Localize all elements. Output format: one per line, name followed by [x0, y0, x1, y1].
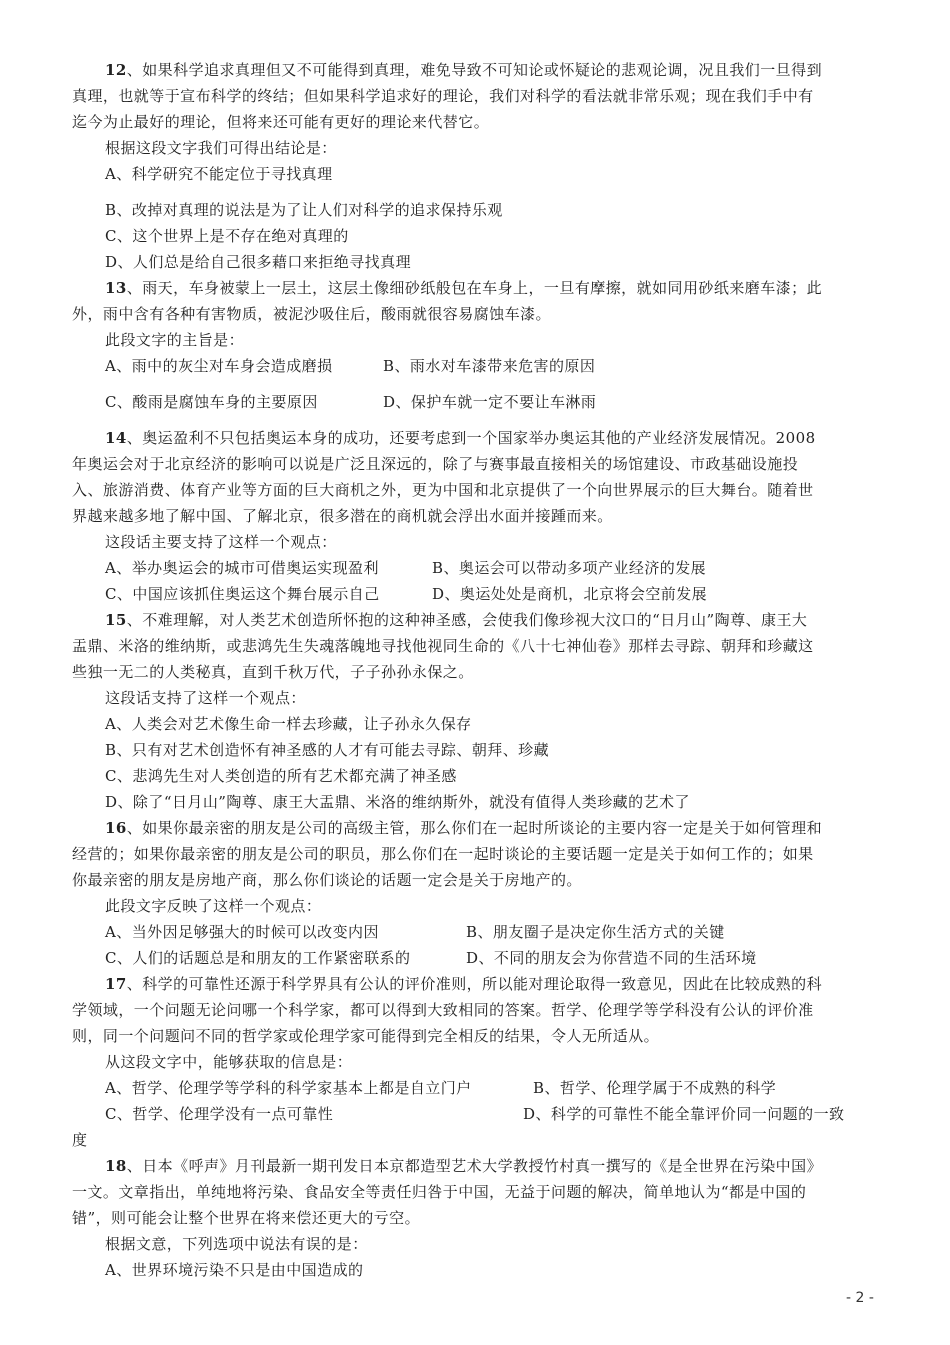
q12-line-3: 迄今为止最好的理论，但将来还可能有更好的理论来代替它。: [72, 113, 490, 131]
q17-line-3: 则，同一个问题问不同的哲学家或伦理学家可能得到完全相反的结果，令人无所适从。: [72, 1027, 660, 1045]
q12-line-2: 真理，也就等于宣布科学的终结；但如果科学追求好的理论，我们对科学的看法就非常乐观；现在我们手中有: [72, 87, 814, 105]
q12-number: 12: [105, 61, 127, 79]
q18-line-1: 18、日本《呼声》月刊最新一期刊发日本京都造型艺术大学教授竹村真一撰写的《是全世界在污染中国》: [105, 1157, 823, 1175]
q12-line-1: 12、如果科学追求真理但又不可能得到真理，难免导致不可知论或怀疑论的悲观论调，况且我们一旦得到: [105, 61, 823, 79]
q15-option-c: C、悲鸿先生对人类创造的所有艺术都充满了神圣感: [105, 767, 457, 785]
q17-option-d-wrap: 度: [72, 1131, 88, 1149]
q13-prompt: 此段文字的主旨是：: [105, 331, 245, 349]
q14-line-4: 界越来越多地了解中国、了解北京，很多潜在的商机就会浮出水面并接踵而来。: [72, 507, 613, 525]
q16-line-3: 你最亲密的朋友是房地产商，那么你们谈论的话题一定会是关于房地产的。: [72, 871, 582, 889]
page-number: - 2 -: [846, 1290, 874, 1306]
q13-line-2: 外，雨中含有各种有害物质，被泥沙吸住后，酸雨就很容易腐蚀车漆。: [72, 305, 551, 323]
q18-number: 18: [105, 1157, 127, 1175]
q17-option-d: D、科学的可靠性不能全靠评价同一问题的一致: [523, 1105, 845, 1123]
q16-option-a: A、当外因足够强大的时候可以改变内因: [105, 923, 379, 941]
q14-line-2: 年奥运会对于北京经济的影响可以说是广泛且深远的，除了与赛事最直接相关的场馆建设、市政基础设施投: [72, 455, 799, 473]
q17-number: 17: [105, 975, 127, 993]
q18-line-2: 一文。文章指出，单纯地将污染、食品安全等责任归咎于中国，无益于问题的解决，简单地认为“都是中国的: [72, 1183, 807, 1201]
q12-option-c: C、这个世界上是不存在绝对真理的: [105, 227, 349, 245]
q16-option-c: C、人们的话题总是和朋友的工作紧密联系的: [105, 949, 411, 967]
q12-option-b: B、改掉对真理的说法是为了让人们对科学的追求保持乐观: [105, 201, 503, 219]
q17-line-1: 17、科学的可靠性还源于科学界具有公认的评价准则，所以能对理论取得一致意见，因此在比较成熟的科: [105, 975, 823, 993]
q17-prompt: 从这段文字中，能够获取的信息是：: [105, 1053, 353, 1071]
q14-line-1: 14、奥运盈利不只包括奥运本身的成功，还要考虑到一个国家举办奥运其他的产业经济发展情况。2008: [105, 429, 816, 447]
q13-number: 13: [105, 279, 127, 297]
q18-line-3: 错”，则可能会让整个世界在将来偿还更大的亏空。: [72, 1209, 421, 1227]
q14-option-b: B、奥运会可以带动多项产业经济的发展: [432, 559, 707, 577]
q14-option-a: A、举办奥运会的城市可借奥运实现盈利: [105, 559, 379, 577]
q16-prompt: 此段文字反映了这样一个观点：: [105, 897, 322, 915]
q13-line-1: 13、雨天，车身被蒙上一层土，这层土像细砂纸般包在车身上，一旦有摩擦，就如同用砂纸来磨车漆；此: [105, 279, 823, 297]
q12-prompt: 根据这段文字我们可得出结论是：: [105, 139, 337, 157]
q14-option-d: D、奥运处处是商机，北京将会空前发展: [432, 585, 708, 603]
q14-number: 14: [105, 429, 127, 447]
q17-line-2: 学领域，一个问题无论问哪一个科学家，都可以得到大致相同的答案。哲学、伦理学等学科没有公认的评价准: [72, 1001, 814, 1019]
q13-option-c: C、酸雨是腐蚀车身的主要原因: [105, 393, 318, 411]
q13-option-d: D、保护车就一定不要让车淋雨: [383, 393, 597, 411]
q15-line-3: 些独一无二的人类秘真，直到千秋万代，子子孙孙永保之。: [72, 663, 474, 681]
q16-line-2: 经营的；如果你最亲密的朋友是公司的职员，那么你们在一起时谈论的主要话题一定是关于如何工作的；如果: [72, 845, 814, 863]
q15-option-d: D、除了“日月山”陶尊、康王大盂鼎、米洛的维纳斯外，就没有值得人类珍藏的艺术了: [105, 793, 690, 811]
q15-option-b: B、只有对艺术创造怀有神圣感的人才有可能去寻踪、朝拜、珍藏: [105, 741, 550, 759]
q14-line-3: 入、旅游消费、体育产业等方面的巨大商机之外，更为中国和北京提供了一个向世界展示的巨大舞台。随着世: [72, 481, 814, 499]
q16-line-1: 16、如果你最亲密的朋友是公司的高级主管，那么你们在一起时所谈论的主要内容一定是关于如何管理和: [105, 819, 823, 837]
q14-prompt: 这段话主要支持了这样一个观点：: [105, 533, 337, 551]
q15-option-a: A、人类会对艺术像生命一样去珍藏，让子孙永久保存: [105, 715, 472, 733]
q15-number: 15: [105, 611, 127, 629]
q16-option-b: B、朋友圈子是决定你生活方式的关键: [466, 923, 725, 941]
q12-option-d: D、人们总是给自己很多藉口来拒绝寻找真理: [105, 253, 412, 271]
q12-option-a: A、科学研究不能定位于寻找真理: [105, 165, 333, 183]
q18-option-a: A、世界环境污染不只是由中国造成的: [105, 1261, 364, 1279]
q15-line-2: 盂鼎、米洛的维纳斯，或悲鸿先生失魂落魄地寻找他视同生命的《八十七神仙卷》那样去寻踪、朝拜和珍藏这: [72, 637, 814, 655]
q13-option-a: A、雨中的灰尘对车身会造成磨损: [105, 357, 333, 375]
q17-option-b: B、哲学、伦理学属于不成熟的科学: [533, 1079, 777, 1097]
q14-option-c: C、中国应该抓住奥运这个舞台展示自己: [105, 585, 380, 603]
q16-number: 16: [105, 819, 127, 837]
q15-prompt: 这段话支持了这样一个观点：: [105, 689, 306, 707]
q18-prompt: 根据文意，下列选项中说法有误的是：: [105, 1235, 368, 1253]
q13-option-b: B、雨水对车漆带来危害的原因: [383, 357, 596, 375]
q15-line-1: 15、不难理解，对人类艺术创造所怀抱的这种神圣感，会使我们像珍视大汶口的“日月山”陶尊、康王大: [105, 611, 808, 629]
q17-option-c: C、哲学、伦理学没有一点可靠性: [105, 1105, 334, 1123]
q17-option-a: A、哲学、伦理学等学科的科学家基本上都是自立门户: [105, 1079, 472, 1097]
q16-option-d: D、不同的朋友会为你营造不同的生活环境: [466, 949, 757, 967]
